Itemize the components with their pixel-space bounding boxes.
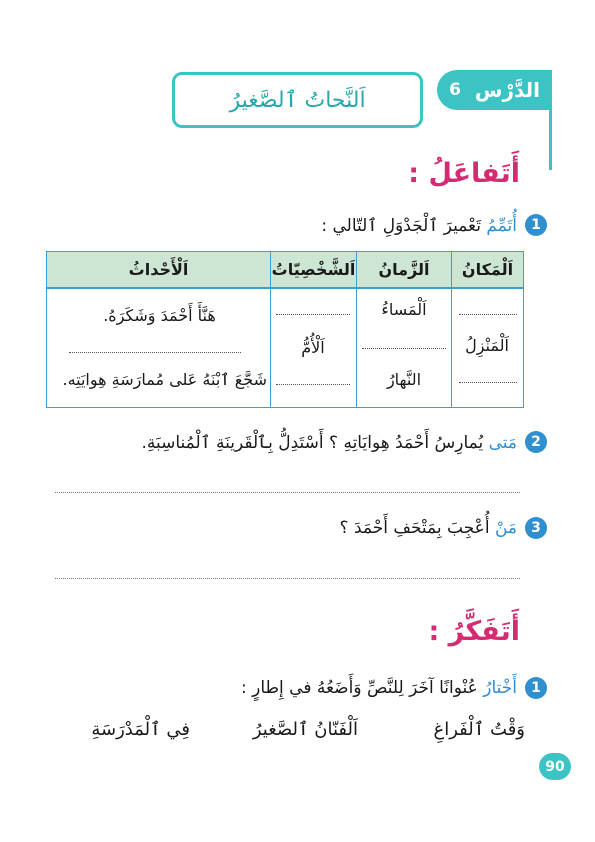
question-text	[321, 215, 517, 236]
table-header-place: اَلْمَكانُ	[451, 252, 523, 287]
table-col-divider	[270, 288, 271, 407]
page-number: 90	[545, 758, 565, 775]
table-cell-character: اَلْأُمُّ	[301, 338, 325, 357]
title-option-1[interactable]: وَقْتُ ٱلْفَراغِ	[433, 719, 525, 740]
answer-blank[interactable]	[69, 352, 241, 353]
answer-line[interactable]	[55, 578, 520, 579]
question-body: يُمارِسُ أَحْمَدُ هِوايَاتِهِ ؟ أَسْتَدِلُّ بِٱلْقَرينَةِ ٱلْمُناسِبَةِ.	[141, 432, 484, 453]
question-verb: أَخْتارُ	[483, 678, 517, 698]
question-verb: مَنْ	[494, 518, 517, 538]
question-body: تَعْميرَ ٱلْجَدْوَلِ ٱلتّالي :	[321, 215, 481, 236]
question-body: أُعْجِبَ بِمَتْحَفِ أَحْمَدَ ؟	[339, 518, 490, 538]
question-number-badge: 3	[525, 517, 547, 539]
answer-blank[interactable]	[459, 382, 517, 383]
section-heading-interact: أَتَفاعَلُ :	[408, 158, 520, 189]
lesson-tab	[437, 70, 552, 110]
story-elements-table	[46, 251, 524, 408]
table-cell-place: اَلْمَنْزِلُ	[465, 336, 509, 355]
think-question-1	[241, 677, 547, 699]
page-number-badge	[539, 753, 571, 780]
lesson-number: 6	[449, 80, 461, 100]
title-option-3[interactable]: فِي ٱلْمَدْرَسَةِ	[91, 719, 190, 740]
question-body: عُنْوانًا آخَرَ لِلنَّصِّ وَأَضَعُهُ في إِطارٍ :	[240, 678, 478, 698]
question-text	[340, 518, 517, 538]
answer-blank[interactable]	[459, 314, 517, 315]
table-cell-time-day: النَّهارُ	[386, 370, 422, 389]
question-verb: أُتَمِّمُ	[486, 215, 517, 236]
answer-blank[interactable]	[276, 384, 350, 385]
answer-blank[interactable]	[276, 314, 350, 315]
lesson-title-box	[172, 72, 423, 128]
question-1	[321, 214, 547, 236]
section-heading-think: أَتَفَكَّرُ :	[428, 616, 520, 647]
question-text	[241, 678, 517, 698]
question-number-badge: 1	[525, 677, 547, 699]
table-cell-time-evening: اَلْمَساءُ	[381, 300, 427, 319]
answer-line[interactable]	[55, 492, 520, 493]
question-2	[141, 431, 547, 453]
answer-blank[interactable]	[362, 348, 446, 349]
table-col-divider	[356, 288, 357, 407]
lesson-title: اَلنَّحاتُ ٱلصَّغيرُ	[229, 87, 366, 113]
title-option-2[interactable]: اَلْفَنّانُ ٱلصَّغيرُ	[252, 719, 358, 740]
question-verb: مَتى	[488, 432, 517, 453]
table-header-characters: اَلشَّخْصِيّاتُ	[270, 252, 356, 287]
table-cell-event-2: شَجَّعَ ٱبْنَهُ عَلى مُمارَسَةِ هِوايَتِه.	[62, 370, 267, 389]
lesson-label: الدَّرْس	[474, 78, 540, 102]
table-col-divider	[451, 288, 452, 407]
question-3	[340, 517, 547, 539]
lesson-tab-line	[549, 110, 552, 170]
table-header-time: اَلزَّمانُ	[356, 252, 451, 287]
question-number-badge: 1	[525, 214, 547, 236]
question-number-badge: 2	[525, 431, 547, 453]
table-cell-event-1: هَنَّأَ أَحْمَدَ وَشَكَرَهُ.	[103, 306, 216, 325]
table-header-events: اَلْأَحْداثُ	[47, 252, 270, 287]
question-text	[141, 432, 517, 453]
